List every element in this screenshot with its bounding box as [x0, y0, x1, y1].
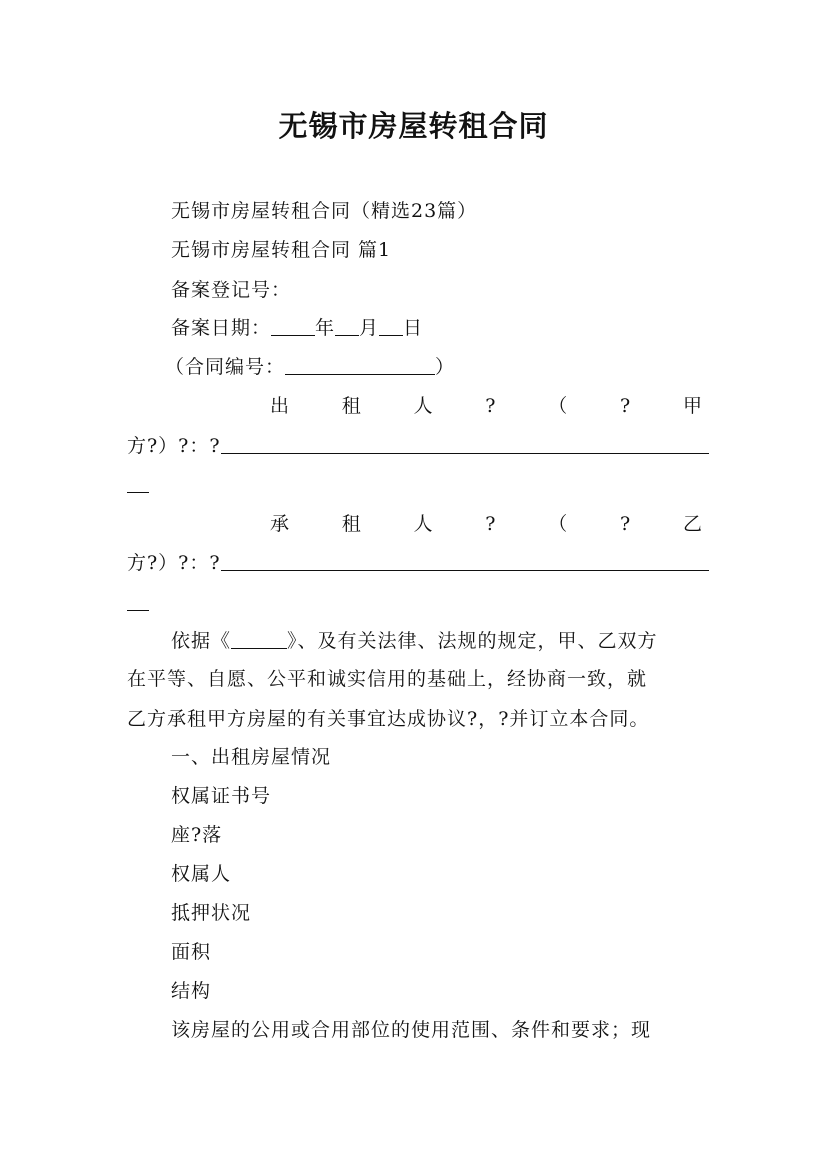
law-name-blank	[231, 628, 287, 649]
paragraph-1-line-2: 在平等、自愿、公平和诚实信用的基础上，经协商一致，就	[127, 668, 648, 690]
paragraph-2-line-1: 该房屋的公用或合用部位的使用范围、条件和要求；现	[171, 1019, 652, 1041]
para1-text-b: 》、及有关法律、法规的规定，甲、乙双方	[287, 630, 658, 652]
record-date-label: 备案日期：	[171, 317, 272, 339]
lessor-char: ?	[485, 395, 496, 417]
month-blank	[335, 315, 359, 336]
paragraph-1-line-3: 乙方承租甲方房屋的有关事宜达成协议?，?并订立本合同。	[127, 708, 650, 730]
lessor-char: 甲	[682, 395, 702, 417]
lessor-label-line	[270, 393, 702, 419]
lessor-fill-line-2	[127, 472, 707, 498]
lessee-label-cont: 方?）?：?	[127, 552, 221, 574]
contract-number-label: （合同编号：	[165, 356, 286, 378]
lessee-fill-line	[127, 550, 707, 576]
item-mortgage: 抵押状况	[171, 902, 252, 924]
day-blank	[379, 315, 403, 336]
item-location: 座?落	[171, 824, 223, 846]
section-heading-1: 一、出租房屋情况	[171, 746, 332, 768]
lessee-char: 人	[413, 513, 433, 535]
month-label: 月	[359, 317, 380, 339]
record-date-line	[171, 315, 751, 341]
contract-number-blank	[285, 354, 435, 375]
lessor-char: 出	[270, 395, 290, 417]
lessor-char: ?	[620, 395, 631, 417]
lessee-blank	[221, 550, 709, 571]
year-blank	[271, 315, 315, 336]
lessee-fill-line-2	[127, 590, 707, 616]
lessor-char: （	[548, 395, 568, 417]
lessor-blank	[221, 433, 709, 454]
lessee-char: 承	[270, 513, 290, 535]
lessor-blank-cont	[127, 472, 149, 493]
day-label: 日	[403, 317, 424, 339]
lessee-label-line	[270, 511, 702, 537]
paragraph-1-line-1	[171, 628, 751, 654]
record-number-label: 备案登记号：	[171, 279, 292, 301]
item-structure: 结构	[171, 980, 212, 1002]
lessor-char: 人	[413, 395, 433, 417]
lessor-char: 租	[341, 395, 361, 417]
lessee-char: ?	[485, 513, 496, 535]
contract-number-line	[165, 354, 745, 380]
lessor-fill-line	[127, 433, 707, 459]
year-label: 年	[315, 317, 336, 339]
section-heading: 无锡市房屋转租合同 篇1	[171, 239, 392, 261]
lessee-char: （	[548, 513, 568, 535]
lessee-char: ?	[620, 513, 631, 535]
lessee-char: 乙	[682, 513, 702, 535]
lessee-char: 租	[341, 513, 361, 535]
item-owner: 权属人	[171, 863, 232, 885]
lessor-label-cont: 方?）?：?	[127, 435, 221, 457]
document-title: 无锡市房屋转租合同	[278, 109, 549, 143]
contract-number-close: ）	[435, 356, 456, 378]
document-subtitle: 无锡市房屋转租合同（精选23篇）	[171, 200, 478, 222]
lessee-blank-cont	[127, 590, 149, 611]
para1-text-a: 依据《	[171, 630, 232, 652]
item-cert-number: 权属证书号	[171, 785, 272, 807]
item-area: 面积	[171, 941, 212, 963]
